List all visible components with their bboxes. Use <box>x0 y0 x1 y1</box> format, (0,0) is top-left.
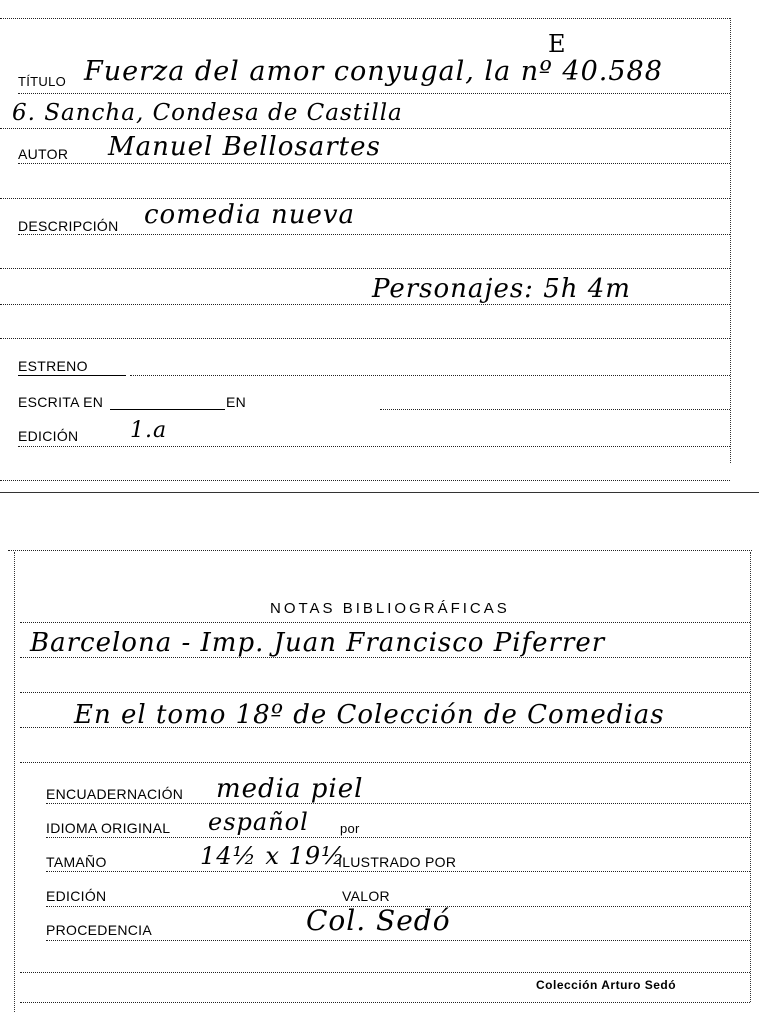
edicion-value: 1.a <box>130 418 168 443</box>
procedencia-label: PROCEDENCIA <box>46 922 152 938</box>
rule <box>0 268 730 269</box>
tamano-value: 14½ x 19½ <box>200 842 346 870</box>
por-label: por <box>340 821 360 836</box>
rule <box>0 304 730 305</box>
card-separator <box>0 492 759 493</box>
underline <box>110 409 225 410</box>
escrita-en-label: ESCRITA EN <box>18 394 104 410</box>
underline <box>18 375 126 376</box>
rule <box>20 727 750 728</box>
tamano-label: TAMAÑO <box>46 854 107 870</box>
rule <box>18 446 730 447</box>
card-bottom-border <box>0 480 730 481</box>
rule <box>46 803 750 804</box>
notas-heading: NOTAS BIBLIOGRÁFICAS <box>270 600 510 617</box>
estreno-label: ESTRENO <box>18 358 88 374</box>
rule <box>0 128 730 129</box>
rule <box>18 234 730 235</box>
edicion2-label: EDICIÓN <box>46 888 107 904</box>
note-line-1: Barcelona - Imp. Juan Francisco Piferrer <box>30 628 606 658</box>
titulo-label: TÍTULO <box>18 74 67 89</box>
rule <box>20 622 750 623</box>
rule <box>46 871 750 872</box>
note-line-2: En el tomo 18º de Colección de Comedias <box>74 700 665 730</box>
rule <box>18 93 730 94</box>
descripcion-value: comedia nueva <box>144 200 356 230</box>
rule <box>380 409 730 410</box>
autor-value: Manuel Bellosartes <box>108 132 381 162</box>
rule <box>0 198 730 199</box>
titulo-value-2: 6. Sancha, Condesa de Castilla <box>12 100 403 126</box>
en-label: EN <box>226 394 247 410</box>
rule <box>0 338 730 339</box>
collection-caption: Colección Arturo Sedó <box>536 978 677 992</box>
rule <box>46 940 750 941</box>
card-marker: E <box>548 30 567 58</box>
autor-label: AUTOR <box>18 146 69 162</box>
valor-label: VALOR <box>342 888 390 904</box>
rule <box>46 837 750 838</box>
descripcion-label: DESCRIPCIÓN <box>18 218 119 234</box>
encuadernacion-label: ENCUADERNACIÓN <box>46 786 184 802</box>
rule <box>20 972 750 973</box>
personajes-value: Personajes: 5h 4m <box>372 274 631 304</box>
idioma-label: IDIOMA ORIGINAL <box>46 820 171 836</box>
encuadernacion-value: media piel <box>216 774 364 804</box>
card2-right-border <box>750 552 751 1002</box>
rule <box>18 163 730 164</box>
card2-left-border <box>14 552 15 1012</box>
idioma-value: español <box>208 808 309 836</box>
rule <box>20 692 750 693</box>
procedencia-value: Col. Sedó <box>306 904 451 937</box>
ilustrado-label: ILUSTRADO POR <box>338 854 457 870</box>
rule <box>20 762 750 763</box>
card-right-border <box>730 18 731 463</box>
titulo-value: Fuerza del amor conyugal, la nº 40.588 <box>84 56 663 87</box>
rule <box>130 375 730 376</box>
rule <box>20 1002 750 1003</box>
edicion-label: EDICIÓN <box>18 428 79 444</box>
card-top-border <box>0 18 730 19</box>
rule <box>20 657 750 658</box>
card2-top-border <box>8 550 752 551</box>
